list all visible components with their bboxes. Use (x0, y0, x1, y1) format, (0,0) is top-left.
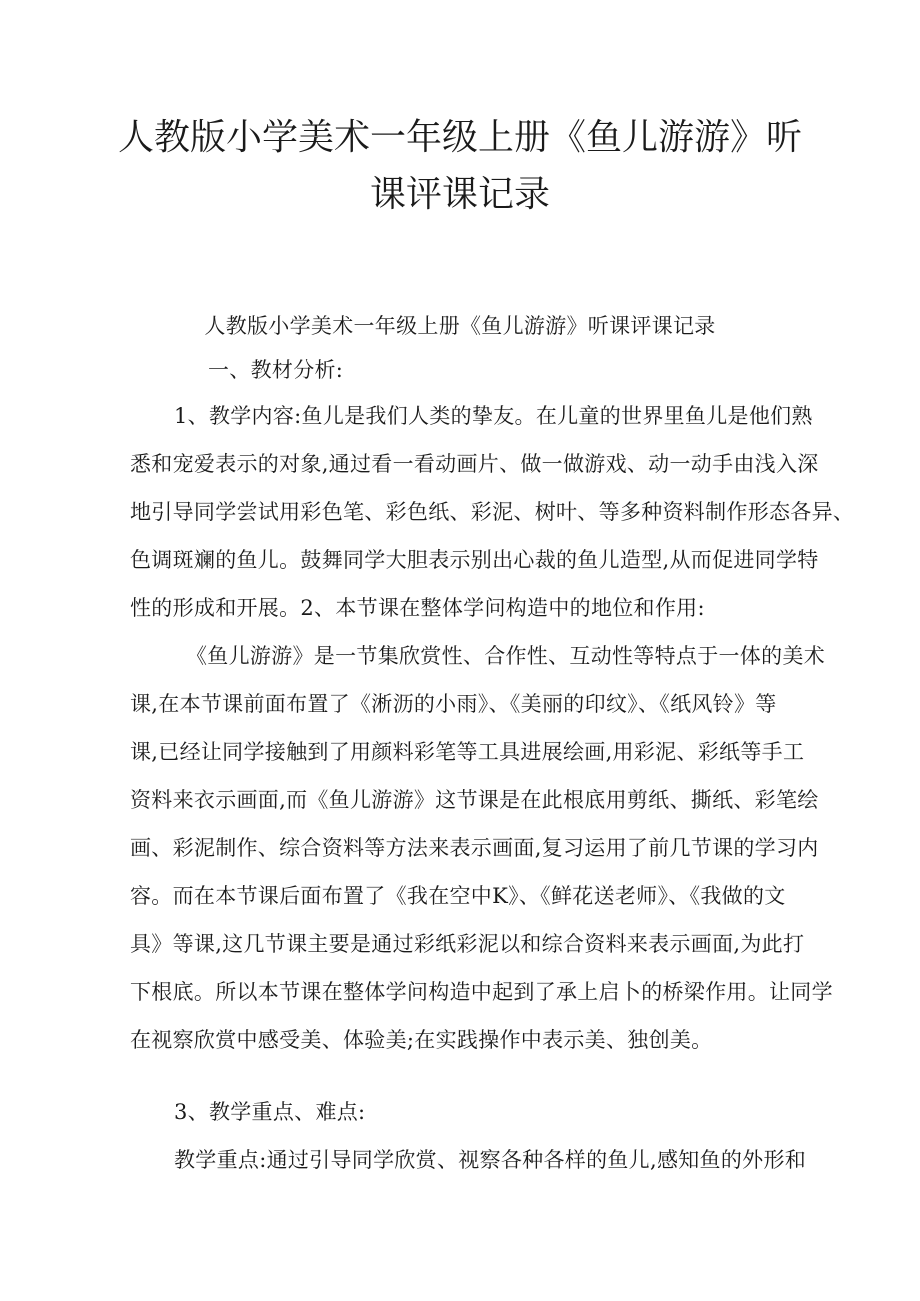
section-heading-key-points: 3、教学重点、难点: (174, 1100, 366, 1124)
paragraph-lesson-position (130, 632, 833, 1064)
text-line: 课,在本节课前面布置了《淅沥的小雨》、《美丽的印纹》、《纸风铃》等 (130, 692, 777, 716)
text-line: 《鱼儿游游》是一节集欣赏性、合作性、互动性等特点于一体的美术 (186, 644, 825, 668)
section-heading-textbook-analysis: 一、教材分析: (208, 358, 344, 382)
text-line: 具》等课,这几节课主要是通过彩纸彩泥以和综合资料来表示画面,为此打 (130, 932, 805, 956)
text-line: 教学重点:通过引导同学欣赏、视察各种各样的鱼儿,感知鱼的外形和 (174, 1148, 807, 1172)
text-line: 下根底。所以本节课在整体学问构造中起到了承上启卜的桥梁作用。让同学 (130, 980, 833, 1004)
document-subtitle: 人教版小学美术一年级上册《鱼儿游游》听课评课记录 (204, 314, 716, 338)
text-line: 资料来衣示画面,而《鱼儿游游》这节课是在此根底用剪纸、撕纸、彩笔绘 (130, 788, 819, 812)
text-line: 课,已经让同学接触到了用颜料彩笔等工具进展绘画,用彩泥、彩纸等手工 (130, 740, 805, 764)
text-line: 在视察欣赏中感受美、体验美;在实践操作中表示美、独创美。 (130, 1028, 713, 1052)
text-line: 悉和宠爱表示的对象,通过看一看动画片、做一做游戏、动一动手由浅入深 (130, 452, 819, 476)
document-title-line-1: 人教版小学美术一年级上册《鱼儿游游》听 (117, 117, 802, 158)
paragraph-teaching-content (130, 392, 855, 632)
paragraph-teaching-focus (130, 1136, 807, 1184)
document-title-line-2: 课评课记录 (369, 174, 550, 215)
text-line: 容。而在本节课后面布置了《我在空中K》、《鲜花送老师》、《我做的文 (130, 884, 786, 908)
text-line: 画、彩泥制作、综合资料等方法来表示画面,复习运用了前几节课的学习内 (130, 836, 819, 860)
text-line: 色调斑斓的鱼儿。鼓舞同学大胆表示别出心裁的鱼儿造型,从而促进同学特 (130, 548, 819, 572)
text-line: 地引导同学尝试用彩色笔、彩色纸、彩泥、树叶、等多种资料制作形态各异、 (130, 500, 855, 524)
text-line: 1、教学内容:鱼儿是我们人类的挚友。在儿童的世界里鱼儿是他们熟 (174, 404, 813, 428)
text-line: 性的形成和开展。2、本节课在整体学问构造中的地位和作用: (130, 596, 705, 620)
